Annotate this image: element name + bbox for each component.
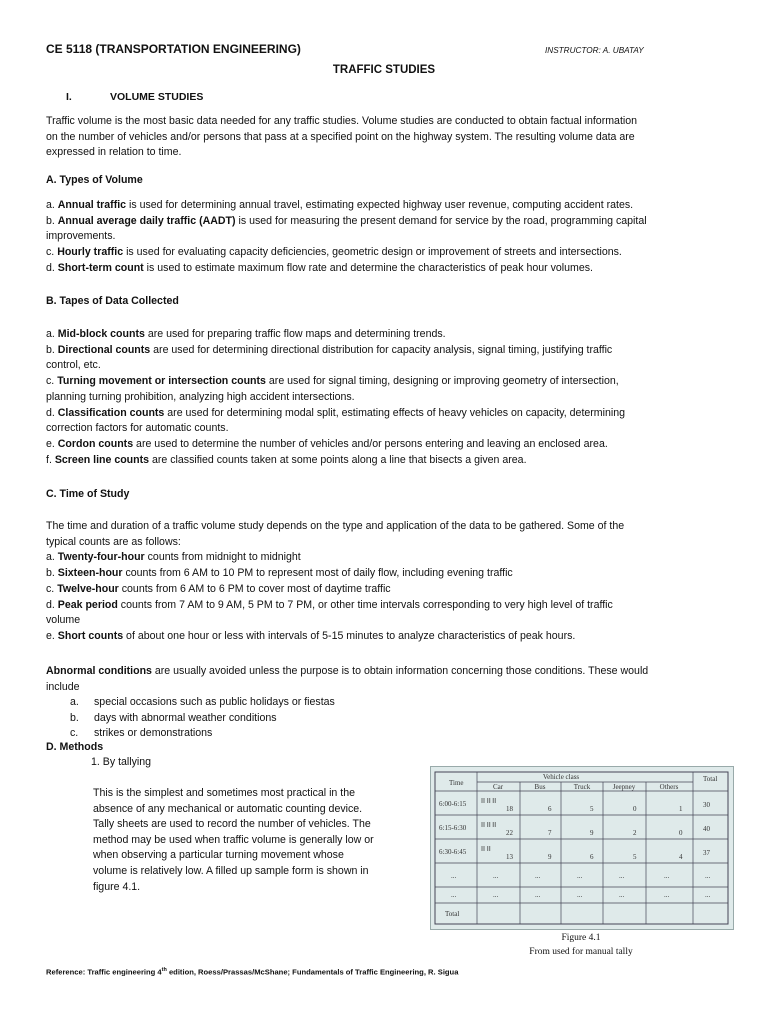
abnormal-line: Abnormal conditions are usually avoided unless the purpose is to obtain information concerning those conditions. These would — [46, 665, 649, 677]
fig-ellipsis: ... — [619, 891, 625, 899]
list-item: c. Hourly traffic is used for evaluating capacity deficiencies, geometric design or improvement of streets and intersections. — [46, 246, 622, 259]
fig-total-cell: 37 — [703, 849, 710, 857]
section-number: I. — [66, 91, 72, 103]
list-item-continuation: volume — [46, 614, 81, 627]
fig-ellipsis: ... — [535, 891, 541, 899]
tally-title: 1. By tallying — [91, 756, 152, 768]
fig-count-cell: 1 — [679, 805, 683, 813]
fig-class-label: Car — [492, 783, 504, 791]
fig-count-cell: 18 — [506, 805, 513, 813]
fig-class-label: Others — [659, 783, 679, 791]
list-item-continuation: control, etc. — [46, 359, 101, 372]
fig-ellipsis: ... — [619, 872, 625, 880]
tally-marks: ǁǁ ǁǁ ǁǁ — [481, 821, 497, 829]
fig-header-class: Vehicle class — [542, 773, 580, 781]
tally-line: absence of any mechanical or automatic counting device. — [93, 802, 363, 815]
fig-count-cell: 9 — [590, 829, 594, 837]
document-title: TRAFFIC STUDIES — [332, 64, 436, 76]
fig-ellipsis: ... — [535, 872, 541, 880]
figure-caption-number: Figure 4.1 — [561, 933, 601, 943]
fig-count-cell: 6 — [590, 853, 594, 861]
fig-class-label: Truck — [573, 783, 591, 791]
list-item: c. Twelve-hour counts from 6 AM to 6 PM to cover most of daytime traffic — [46, 582, 391, 595]
list-item: d. Peak period counts from 7 AM to 9 AM, 5 PM to 7 PM, or other time intervals corresponding to very high level of traffic — [46, 598, 613, 611]
tally-description — [93, 786, 413, 895]
item-letter: a. — [70, 696, 79, 708]
item-text: days with abnormal weather conditions — [94, 712, 277, 724]
fig-time-cell: 6:15-6:30 — [439, 824, 467, 832]
fig-ellipsis: ... — [493, 872, 499, 880]
list-item: c. Turning movement or intersection counts are used for signal timing, designing or improving geometry of intersection, — [46, 375, 619, 388]
list-item: e. Short counts of about one hour or less with intervals of 5-15 minutes to analyze characteristics of peak hours. — [46, 629, 576, 642]
fig-ellipsis: ... — [493, 891, 499, 899]
types-heading: A. Types of Volume — [46, 174, 143, 186]
fig-count-cell: 7 — [548, 829, 552, 837]
item-letter: b. — [70, 712, 79, 724]
list-item: d. Classification counts are used for determining modal split, estimating effects of heavy vehicles on capacity, determining — [46, 406, 626, 419]
list-item: f. Screen line counts are classified counts taken at some points along a line that bisects a given area. — [46, 453, 527, 466]
tally-line: Tally sheets are used to record the number of vehicles. The — [93, 818, 371, 831]
tally-marks: ǁǁ ǁǁ — [481, 845, 491, 853]
tally-line: figure 4.1. — [93, 880, 141, 893]
figure-caption-text: From used for manual tally — [529, 947, 633, 957]
list-item: d. Short-term count is used to estimate maximum flow rate and determine the characteristics of peak hour volumes. — [46, 261, 593, 274]
time-section — [46, 519, 722, 645]
abnormal-paragraph — [46, 664, 722, 695]
fig-count-cell: 4 — [679, 853, 683, 861]
fig-count-cell: 9 — [548, 853, 552, 861]
list-item: a. Twenty-four-hour counts from midnight to midnight — [46, 551, 301, 564]
fig-total-cell: 30 — [703, 801, 710, 809]
fig-time-cell: 6:00-6:15 — [439, 800, 467, 808]
fig-ellipsis: ... — [664, 872, 670, 880]
fig-time-cell: 6:30-6:45 — [439, 848, 467, 856]
intro-paragraph — [46, 114, 722, 161]
tally-line: method may be used when traffic volume is generally low or — [93, 833, 374, 846]
time-intro-line: The time and duration of a traffic volume study depends on the type and application of the data to be gathered. Some of the — [46, 520, 625, 532]
fig-total-cell: 40 — [703, 825, 710, 833]
abnormal-item — [70, 711, 277, 726]
tally-sheet-graphic — [431, 767, 733, 929]
fig-count-cell: 6 — [548, 805, 552, 813]
fig-ellipsis: ... — [577, 891, 583, 899]
fig-count-cell: 13 — [506, 853, 513, 861]
section-title: VOLUME STUDIES — [110, 91, 204, 103]
fig-class-label: Bus — [534, 783, 546, 791]
fig-count-cell: 5 — [633, 853, 637, 861]
item-letter: c. — [70, 727, 79, 739]
fig-count-cell: 0 — [679, 829, 683, 837]
fig-header-time: Time — [449, 779, 464, 787]
item-text: special occasions such as public holidays or fiestas — [94, 696, 335, 708]
tapes-heading: B. Tapes of Data Collected — [46, 295, 179, 307]
reference-footer: Reference: Traffic engineering 4th edition, Roess/Prassas/McShane; Fundamentals of Traffic Engineering, R. Sigua — [46, 967, 459, 977]
intro-line: Traffic volume is the most basic data needed for any traffic studies. Volume studies are conducted to obtain factual information — [46, 115, 638, 127]
list-item: b. Directional counts are used for determining directional distribution for capacity analysis, signal timing, justifying traffic — [46, 343, 613, 356]
list-item-continuation: planning turning prohibition, analyzing high accident intersections. — [46, 390, 355, 403]
types-list — [46, 198, 722, 277]
item-text: strikes or demonstrations — [94, 727, 213, 739]
fig-ellipsis: ... — [705, 872, 711, 880]
list-item-continuation: correction factors for automatic counts. — [46, 422, 229, 435]
tally-line: when observing a particular turning movement whose — [93, 849, 344, 862]
intro-line: on the number of vehicles and/or persons that pass at a specified point on the highway system. The resulting volume data are — [46, 130, 635, 143]
intro-line: expressed in relation to time. — [46, 146, 182, 159]
time-heading: C. Time of Study — [46, 488, 130, 500]
fig-ellipsis: ... — [577, 872, 583, 880]
abnormal-item — [70, 695, 335, 710]
fig-ellipsis: ... — [451, 872, 457, 880]
list-item: b. Annual average daily traffic (AADT) is used for measuring the present demand for service by the road, programming capital — [46, 214, 647, 227]
fig-ellipsis: ... — [664, 891, 670, 899]
course-title: CE 5118 (TRANSPORTATION ENGINEERING) — [46, 42, 301, 56]
list-item: a. Annual traffic is used for determining annual travel, estimating expected highway user revenue, computing accident rates. — [46, 199, 634, 211]
fig-count-cell: 0 — [633, 805, 637, 813]
tally-marks: ǁǁ ǁǁ ǁǁ — [481, 797, 497, 805]
fig-total-label: Total — [445, 910, 460, 918]
fig-count-cell: 2 — [633, 829, 637, 837]
list-item: e. Cordon counts are used to determine the number of vehicles and/or persons entering and leaving an enclosed area. — [46, 437, 608, 450]
fig-header-total: Total — [703, 775, 718, 783]
fig-count-cell: 22 — [506, 829, 513, 837]
fig-count-cell: 5 — [590, 805, 594, 813]
tapes-list — [46, 327, 722, 468]
abnormal-line: include — [46, 680, 80, 693]
list-item: b. Sixteen-hour counts from 6 AM to 10 PM to represent most of daily flow, including evening traffic — [46, 567, 513, 580]
tally-line: volume is relatively low. A filled up sample form is shown in — [93, 864, 369, 877]
instructor-label: INSTRUCTOR: A. UBATAY — [545, 46, 644, 55]
abnormal-item — [70, 726, 212, 741]
fig-ellipsis: ... — [705, 891, 711, 899]
list-item-continuation: improvements. — [46, 230, 116, 243]
list-item: a. Mid-block counts are used for preparing traffic flow maps and determining trends. — [46, 328, 446, 340]
time-intro-line: typical counts are as follows: — [46, 535, 181, 548]
methods-heading: D. Methods — [46, 741, 104, 753]
fig-class-label: Jeepney — [612, 783, 636, 791]
fig-ellipsis: ... — [451, 891, 457, 899]
tally-line: This is the simplest and sometimes most practical in the — [93, 787, 355, 799]
tally-sheet-figure — [430, 766, 734, 930]
